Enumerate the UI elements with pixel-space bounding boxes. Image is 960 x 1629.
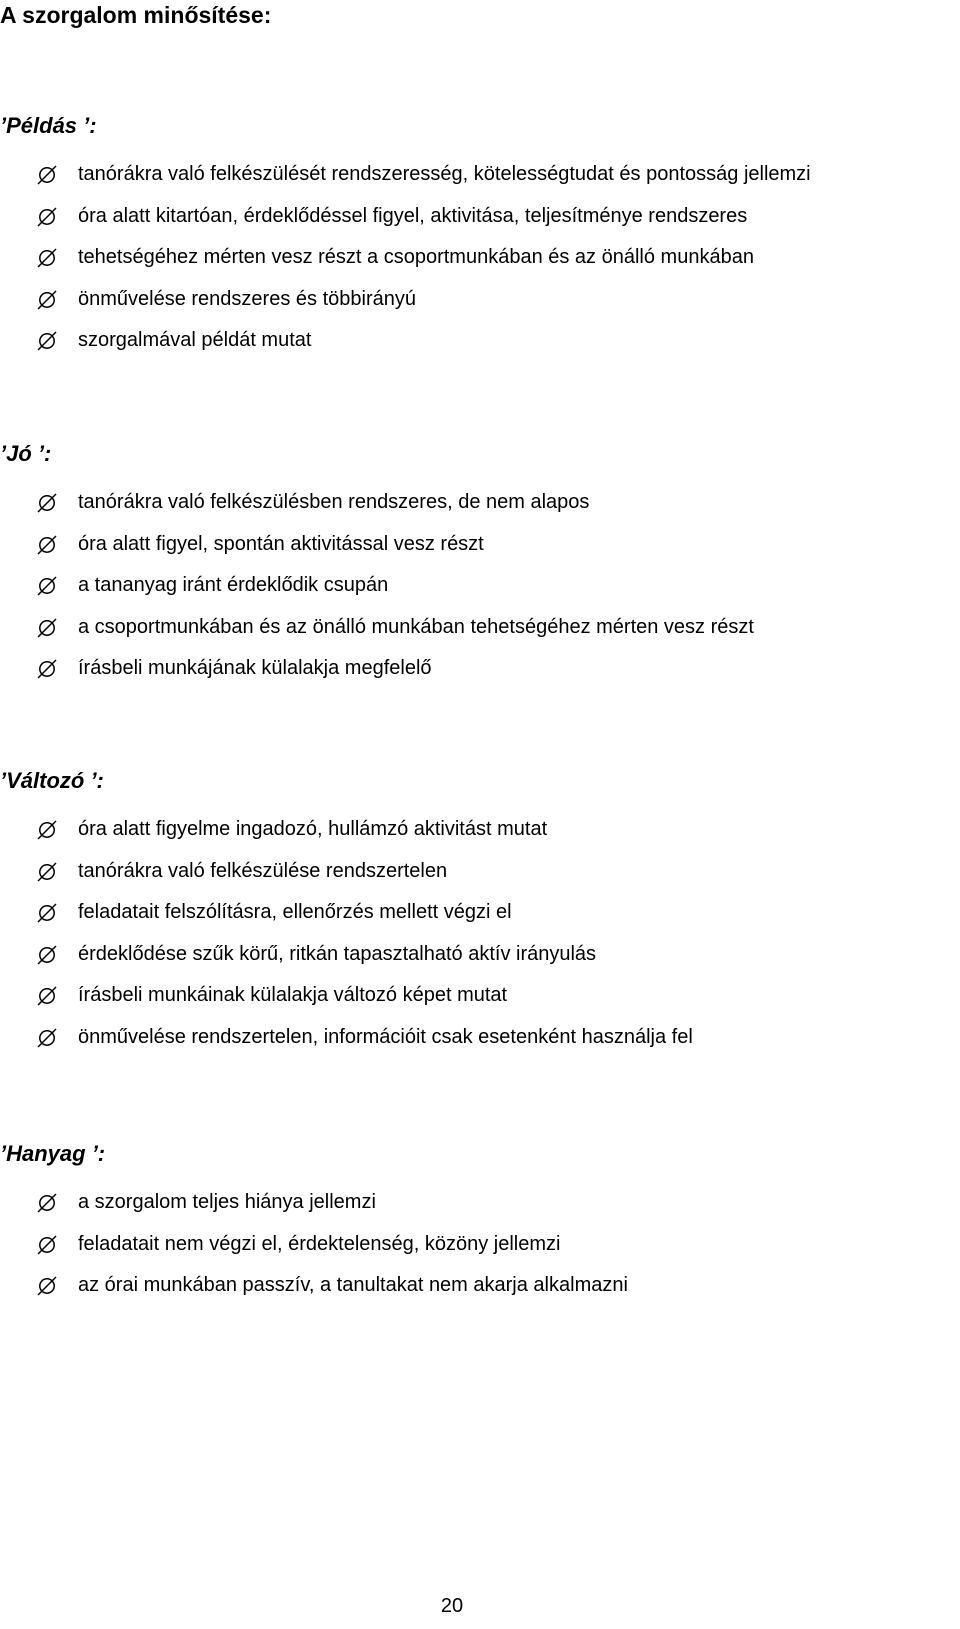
list-item-text: a szorgalom teljes hiánya jellemzi	[78, 1191, 376, 1213]
list-item-text: tanórákra való felkészülésben rendszeres, de nem alapos	[78, 491, 590, 513]
empty-set-icon	[36, 617, 58, 639]
section-heading: ’Példás ’:	[0, 113, 97, 138]
section-heading: ’Jó ’:	[0, 441, 52, 466]
list-item-text: feladatait felszólításra, ellenőrzés mellett végzi el	[78, 901, 512, 924]
list-item-text: tanórákra való felkészülését rendszeresség, kötelességtudat és pontosság jellemzi	[78, 163, 811, 185]
section-heading: ’Hanyag ’:	[0, 1141, 106, 1166]
list-item-text: óra alatt figyel, spontán aktivitással vesz részt	[78, 532, 484, 555]
section-heading: ’Változó ’:	[0, 768, 104, 793]
page-number: 20	[440, 1595, 464, 1617]
list-item-text: önművelése rendszertelen, információit csak esetenként használja fel	[78, 1026, 693, 1048]
empty-set-icon	[36, 902, 58, 924]
empty-set-icon	[36, 534, 58, 556]
empty-set-icon	[36, 206, 58, 228]
list-item-text: óra alatt kitartóan, érdeklődéssel figyel, aktivitása, teljesítménye rendszeres	[78, 204, 748, 227]
list-item-text: feladatait nem végzi el, érdektelenség, közöny jellemzi	[78, 1232, 561, 1255]
empty-set-icon	[36, 1192, 58, 1214]
empty-set-icon	[36, 819, 58, 841]
list-item-text: tanórákra való felkészülése rendszertelen	[78, 859, 448, 882]
empty-set-icon	[36, 944, 58, 966]
empty-set-icon	[36, 575, 58, 597]
empty-set-icon	[36, 658, 58, 680]
empty-set-icon	[36, 1275, 58, 1297]
empty-set-icon	[36, 164, 58, 186]
list-item-text: óra alatt figyelme ingadozó, hullámzó aktivitást mutat	[78, 818, 548, 840]
empty-set-icon	[36, 985, 58, 1007]
list-item-text: a csoportmunkában és az önálló munkában tehetségéhez mérten vesz részt	[78, 615, 754, 638]
list-item-text: önművelése rendszeres és többirányú	[78, 287, 416, 310]
empty-set-icon	[36, 289, 58, 311]
empty-set-icon	[36, 247, 58, 269]
list-item-text: írásbeli munkáinak külalakja változó képet mutat	[78, 984, 508, 1007]
empty-set-icon	[36, 492, 58, 514]
list-item-text: írásbeli munkájának külalakja megfelelő	[78, 657, 432, 680]
empty-set-icon	[36, 1234, 58, 1256]
list-item-text: az órai munkában passzív, a tanultakat nem akarja alkalmazni	[78, 1274, 628, 1297]
list-item-text: szorgalmával példát mutat	[78, 329, 312, 352]
list-item-text: tehetségéhez mérten vesz részt a csoportmunkában és az önálló munkában	[78, 246, 754, 269]
empty-set-icon	[36, 861, 58, 883]
page-title: A szorgalom minősítése:	[0, 2, 272, 28]
empty-set-icon	[36, 330, 58, 352]
list-item-text: érdeklődése szűk körű, ritkán tapasztalható aktív irányulás	[78, 942, 597, 965]
list-item-text: a tananyag iránt érdeklődik csupán	[78, 574, 389, 597]
empty-set-icon	[36, 1027, 58, 1049]
